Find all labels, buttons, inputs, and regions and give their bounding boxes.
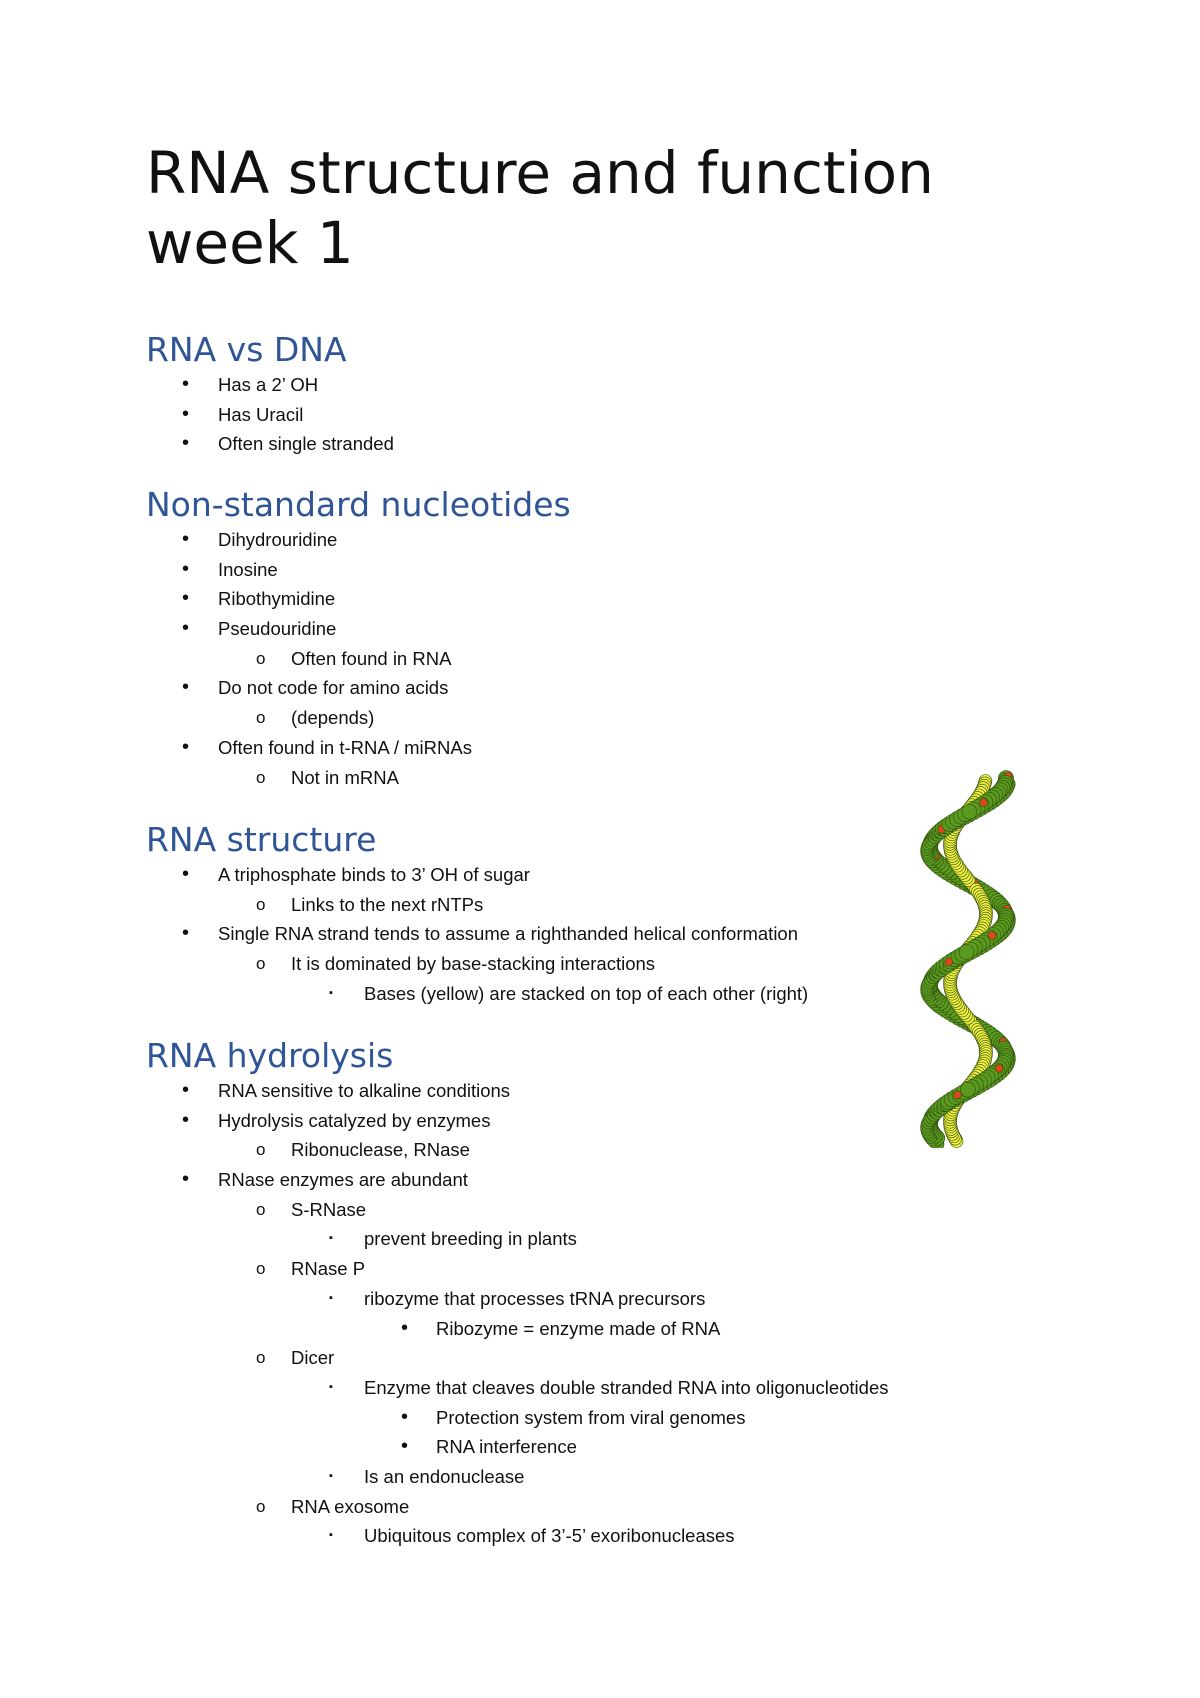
list-item-text: A triphosphate binds to 3’ OH of sugar [218, 864, 530, 885]
bullet-marker: • [182, 373, 190, 395]
bullet-marker: ▪ [329, 1232, 333, 1245]
list-item-text: Often found in RNA [291, 647, 452, 669]
list-item-text: RNA interference [436, 1436, 577, 1458]
bullet-marker: o [256, 1259, 266, 1279]
list-item [146, 614, 946, 644]
list-item [146, 1135, 946, 1165]
list-item [146, 860, 946, 890]
list-item [146, 644, 946, 674]
list-item-text: It is dominated by base-stacking interactions [291, 953, 656, 975]
section-rna-hydrolysis [146, 1036, 946, 1551]
list-item-text: Links to the next rNTPs [291, 893, 484, 915]
helix-atom [959, 945, 974, 960]
list-item [146, 1165, 946, 1195]
list-item [146, 525, 946, 555]
bullet-marker: o [256, 954, 266, 974]
bullet-marker: o [256, 767, 266, 787]
list-item [146, 1343, 946, 1373]
bullet-marker: ▪ [329, 1469, 333, 1482]
bullet-marker: o [256, 1140, 266, 1160]
list-item-text: Dihydrouridine [218, 529, 338, 550]
list-item [146, 400, 946, 430]
bullet-marker: • [401, 1405, 409, 1428]
list-item [146, 1492, 946, 1522]
list-item [146, 763, 946, 793]
list-item [146, 979, 946, 1009]
rna-helix-spacefill-icon [900, 768, 1030, 1148]
list-item [146, 1076, 946, 1106]
list-item-text: RNA sensitive to alkaline conditions [218, 1080, 511, 1101]
list-item-text: Not in mRNA [291, 766, 399, 788]
list-item [146, 555, 946, 585]
section-heading: RNA hydrolysis [146, 1036, 394, 1075]
bullet-marker: o [256, 1496, 266, 1516]
bullet-marker: ▪ [329, 986, 333, 999]
list-item-text: Is an endonuclease [364, 1465, 525, 1487]
list-item-text: Bases (yellow) are stacked on top of each other (right) [364, 982, 809, 1004]
section-rna-structure [146, 820, 946, 1008]
bullet-marker: o [256, 1348, 266, 1368]
list-item-text: Hydrolysis catalyzed by enzymes [218, 1109, 491, 1131]
list-item [146, 703, 946, 733]
bullet-marker: • [182, 676, 190, 699]
list-item-text: Has a 2’ OH [218, 374, 319, 395]
bullet-marker: • [401, 1316, 409, 1339]
list-item-text: Often found in t-RNA / miRNAs [218, 736, 472, 758]
list-item [146, 1314, 946, 1344]
bullet-list [146, 525, 946, 792]
list-item-text: Protection system from viral genomes [436, 1406, 746, 1428]
bullet-marker: ▪ [329, 1529, 333, 1542]
list-item-text: ribozyme that processes tRNA precursors [364, 1287, 706, 1309]
list-item-text: Do not code for amino acids [218, 677, 449, 699]
section-heading: RNA vs DNA [146, 330, 347, 369]
bullet-marker: • [182, 528, 190, 550]
list-item [146, 1462, 946, 1492]
bullet-marker: ▪ [329, 1291, 333, 1304]
list-item [146, 1284, 946, 1314]
bullet-marker: • [182, 1108, 190, 1131]
list-item [146, 919, 946, 949]
helix-atom [954, 1091, 962, 1099]
list-item [146, 1254, 946, 1284]
bullet-marker: ▪ [329, 1380, 333, 1393]
list-item [146, 370, 946, 400]
list-item [146, 1432, 946, 1462]
bullet-marker: • [182, 557, 190, 580]
list-item-text: RNase enzymes are abundant [218, 1169, 468, 1191]
bullet-marker: • [182, 402, 190, 425]
list-item [146, 673, 946, 703]
list-item [146, 1106, 946, 1136]
list-item [146, 1373, 946, 1403]
list-item [146, 1195, 946, 1225]
list-item-text: Ribozyme = enzyme made of RNA [436, 1317, 721, 1339]
list-item-text: (depends) [291, 707, 375, 729]
bullet-list [146, 1076, 946, 1551]
list-item-text: Has Uracil [218, 403, 304, 425]
list-item [146, 949, 946, 979]
bullet-marker: • [401, 1435, 409, 1458]
bullet-marker: • [182, 432, 190, 455]
bullet-marker: • [182, 1079, 190, 1101]
bullet-marker: • [182, 617, 190, 640]
helix-atom [945, 958, 953, 966]
bullet-marker: • [182, 863, 190, 885]
list-item [146, 1403, 946, 1433]
bullet-marker: o [256, 894, 266, 914]
list-item-text: prevent breeding in plants [364, 1228, 577, 1250]
list-item-text: RNA exosome [291, 1495, 410, 1517]
bullet-marker: • [182, 735, 190, 758]
helix-atom [980, 799, 988, 807]
bullet-marker: • [182, 1168, 190, 1191]
section-heading: RNA structure [146, 820, 377, 859]
list-item [146, 890, 946, 920]
list-item-text: Inosine [218, 558, 278, 580]
list-item [146, 733, 946, 763]
list-item-text: Ubiquitous complex of 3’-5’ exoribonucleases [364, 1525, 735, 1547]
list-item [146, 1224, 946, 1254]
helix-atom [962, 804, 977, 819]
bullet-list [146, 370, 946, 459]
list-item [146, 429, 946, 459]
bullet-marker: o [256, 708, 266, 728]
helix-atom [995, 1064, 1003, 1072]
bullet-list [146, 860, 946, 1008]
list-item-text: Single RNA strand tends to assume a righthanded helical conformation [218, 923, 799, 945]
bullet-marker: • [182, 587, 190, 610]
bullet-marker: o [256, 1199, 266, 1219]
list-item-text: Pseudouridine [218, 618, 337, 640]
section-non-standard-nucleotides [146, 485, 946, 792]
bullet-marker: • [182, 922, 190, 945]
helix-atom [988, 932, 996, 940]
list-item [146, 584, 946, 614]
bullet-marker: o [256, 648, 266, 668]
list-item-text: Often single stranded [218, 433, 394, 455]
list-item-text: S-RNase [291, 1198, 367, 1220]
section-heading: Non-standard nucleotides [146, 485, 571, 524]
list-item [146, 1521, 946, 1551]
list-item-text: Ribothymidine [218, 588, 336, 610]
page-title: RNA structure and function week 1 [146, 139, 934, 277]
list-item-text: Ribonuclease, RNase [291, 1139, 470, 1161]
section-rna-vs-dna [146, 330, 946, 459]
list-item-text: RNase P [291, 1258, 366, 1280]
list-item-text: Dicer [291, 1347, 335, 1369]
helix-atom [960, 1082, 975, 1097]
list-item-text: Enzyme that cleaves double stranded RNA into oligonucleotides [364, 1376, 889, 1398]
